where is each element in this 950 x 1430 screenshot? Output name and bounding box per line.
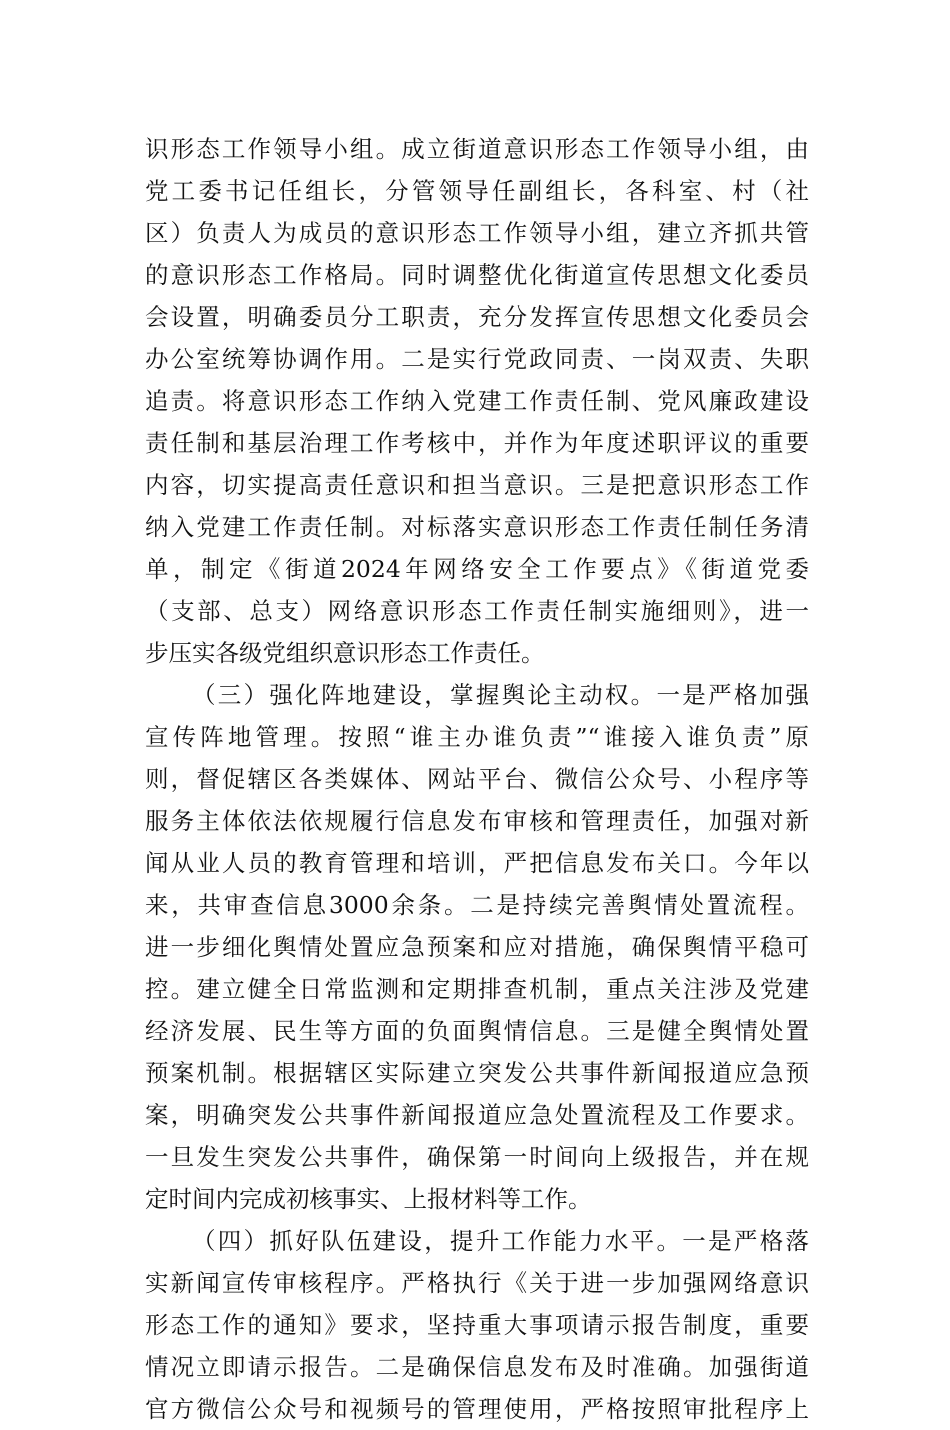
text-line: 形态工作的通知》要求，坚持重大事项请示报告制度，重要 <box>145 1311 809 1339</box>
text-line: 步压实各级党组织意识形态工作责任。 <box>145 639 545 667</box>
text-line: （四）抓好队伍建设，提升工作能力水平。一是严格落 <box>192 1227 809 1255</box>
text-line: 追责。将意识形态工作纳入党建工作责任制、党风廉政建设 <box>145 387 809 415</box>
text-line: 则，督促辖区各类媒体、网站平台、微信公众号、小程序等 <box>145 765 809 793</box>
text-line: 一旦发生突发公共事件，确保第一时间向上级报告，并在规 <box>145 1143 809 1171</box>
document-body <box>145 128 809 1430</box>
text-line: 闻从业人员的教育管理和培训，严把信息发布关口。今年以 <box>145 849 809 877</box>
text-line: 实新闻宣传审核程序。严格执行《关于进一步加强网络意识 <box>145 1269 809 1297</box>
text-line: 经济发展、民生等方面的负面舆情信息。三是健全舆情处置 <box>145 1017 809 1045</box>
text-line: 党工委书记任组长，分管领导任副组长，各科室、村（社 <box>145 177 809 205</box>
text-line: 责任制和基层治理工作考核中，并作为年度述职评议的重要 <box>145 429 809 457</box>
text-line: 的意识形态工作格局。同时调整优化街道宣传思想文化委员 <box>145 261 809 289</box>
text-line: 区）负责人为成员的意识形态工作领导小组，建立齐抓共管 <box>145 219 809 247</box>
text-line: 定时间内完成初核事实、上报材料等工作。 <box>145 1185 592 1213</box>
text-line: 内容，切实提高责任意识和担当意识。三是把意识形态工作 <box>145 471 809 499</box>
text-line: 预案机制。根据辖区实际建立突发公共事件新闻报道应急预 <box>145 1059 809 1087</box>
text-line: 识形态工作领导小组。成立街道意识形态工作领导小组，由 <box>145 135 809 163</box>
text-line: 官方微信公众号和视频号的管理使用，严格按照审批程序上 <box>145 1395 809 1423</box>
text-line: 服务主体依法依规履行信息发布审核和管理责任，加强对新 <box>145 807 809 835</box>
text-line: 单，制定《街道2024年网络安全工作要点》《街道党委 <box>145 555 809 583</box>
text-line: 控。建立健全日常监测和定期排查机制，重点关注涉及党建 <box>145 975 809 1003</box>
text-line: 案，明确突发公共事件新闻报道应急处置流程及工作要求。 <box>145 1101 809 1129</box>
text-line: （三）强化阵地建设，掌握舆论主动权。一是严格加强 <box>192 681 809 709</box>
text-line: 来，共审查信息3000余条。二是持续完善舆情处置流程。 <box>145 891 809 919</box>
text-line: 进一步细化舆情处置应急预案和应对措施，确保舆情平稳可 <box>145 933 809 961</box>
text-line: 情况立即请示报告。二是确保信息发布及时准确。加强街道 <box>145 1353 809 1381</box>
text-line: 宣传阵地管理。按照“谁主办谁负责”“谁接入谁负责”原 <box>145 723 809 751</box>
text-line: 会设置，明确委员分工职责，充分发挥宣传思想文化委员会 <box>145 303 809 331</box>
text-line: 纳入党建工作责任制。对标落实意识形态工作责任制任务清 <box>145 513 809 541</box>
text-line: （支部、总支）网络意识形态工作责任制实施细则》，进一 <box>145 597 809 625</box>
text-line: 办公室统筹协调作用。二是实行党政同责、一岗双责、失职 <box>145 345 809 373</box>
